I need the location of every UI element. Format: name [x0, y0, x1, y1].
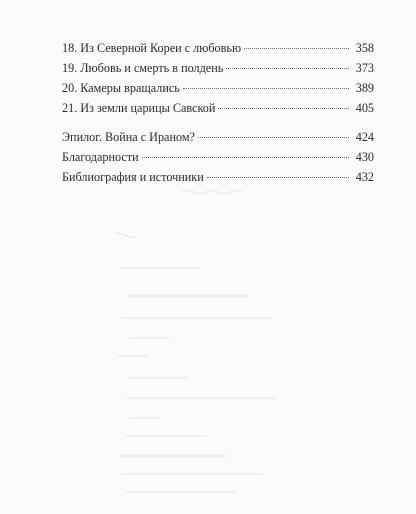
toc-entry [62, 147, 374, 167]
dot-leader [183, 88, 349, 89]
toc-entry-title: 20. Камеры вращались [62, 81, 180, 95]
toc-entry [62, 58, 374, 78]
dot-leader [207, 177, 349, 178]
toc-entry [62, 38, 374, 58]
dot-leader [226, 68, 349, 69]
toc-entry [62, 98, 374, 118]
toc-entry [62, 127, 374, 147]
dot-leader [142, 157, 349, 158]
toc-entry-title: 19. Любовь и смерть в полдень [62, 61, 224, 75]
toc-entry-page: 424 [355, 130, 374, 144]
table-of-contents [62, 38, 374, 187]
toc-entry-page: 405 [355, 101, 374, 115]
toc-entry-title: 21. Из земли царицы Савской [62, 101, 216, 115]
toc-entry-title: Благодарности [62, 150, 139, 164]
toc-entry [62, 167, 374, 187]
toc-entry-title: 18. Из Северной Кореи с любовью [62, 41, 242, 55]
toc-entry-title: Библиография и источники [62, 170, 204, 184]
dot-leader [244, 48, 349, 49]
dot-leader [198, 137, 349, 138]
toc-entry-page: 432 [355, 170, 374, 184]
toc-entry-page: 389 [355, 81, 374, 95]
toc-entry-page: 373 [355, 61, 374, 75]
toc-entry-title: Эпилог. Война с Ираном? [62, 130, 195, 144]
toc-entry-page: 358 [355, 41, 374, 55]
dot-leader [218, 108, 349, 109]
toc-entry [62, 78, 374, 98]
toc-entry-page: 430 [355, 150, 374, 164]
